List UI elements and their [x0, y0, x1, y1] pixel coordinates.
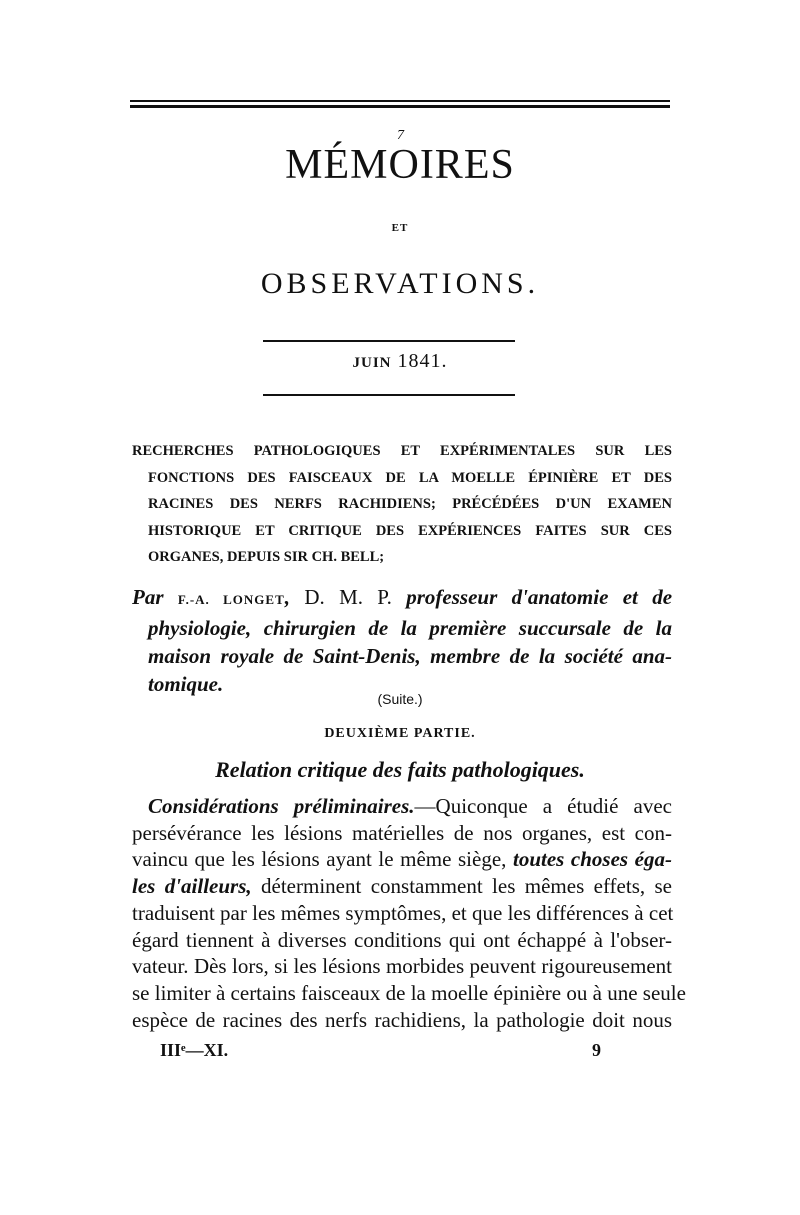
heading-line: HISTORIQUE ET CRITIQUE DES EXPÉRIENCES FAITES SUR CES [148, 522, 672, 539]
top-rule-thick [130, 105, 670, 108]
body-emphasis: toutes choses éga- [513, 847, 672, 872]
title-connector: ET [391, 222, 409, 234]
page-number: 9 [592, 1040, 601, 1060]
body-line-part: vaincu que les lésions ayant le même siège, [132, 847, 507, 872]
page-title: MÉMOIRES [285, 142, 515, 188]
page-subtitle: OBSERVATIONS. [260, 267, 540, 300]
body-line-rest: déterminent constamment les mêmes effets, se [261, 874, 673, 899]
heading-line: FONCTIONS DES FAISCEAUX DE LA MOELLE ÉPINIÈRE ET DES [148, 469, 672, 486]
heading-line: RACINES DES NERFS RACHIDIENS; PRÉCÉDÉES D'UN EXAMEN [148, 496, 672, 512]
byline-title: professeur d'anatomie et de [406, 585, 673, 609]
date-rule-bottom [263, 394, 515, 396]
body-emphasis: les d'ailleurs, [132, 874, 252, 899]
author-degree: D. M. P. [304, 585, 392, 609]
heading-line: RECHERCHES PATHOLOGIQUES ET EXPÉRIMENTALES SUR LES [132, 443, 672, 459]
top-rule-thin [130, 100, 670, 102]
byline-line: physiologie, chirurgien de la première succursale de la [148, 616, 672, 640]
heading-line: ORGANES, DEPUIS SIR CH. BELL; [148, 549, 385, 565]
issue-month: JUIN [352, 355, 392, 371]
body-line: se limiter à certains faisceaux de la moelle épinière ou à une seule [132, 980, 686, 1005]
body-line: persévérance les lésions matérielles de nos organes, est con- [132, 820, 672, 845]
body-lead-in: Considérations préliminaires. [148, 794, 415, 818]
body-line: espèce de racines des nerfs rachidiens, la pathologie doit nous [132, 1007, 672, 1032]
author-name: F.-A. LONGET [177, 592, 285, 607]
author-byline: Par F.-A. LONGET, D. M. P. professeur d'anatomie et de physiologie, chirurgien de la première succursale de la maison royale de Saint-Denis, membre de la société ana- tomique. [132, 585, 673, 696]
continuation-note: (Suite.) [377, 691, 423, 707]
body-text [132, 793, 686, 1033]
body-line-rest: —Quiconque a étudié avec [414, 794, 672, 818]
page-mark: 7 [397, 128, 404, 143]
byline-line: tomique. [148, 672, 224, 696]
issue-date [0, 350, 800, 373]
section-heading: Relation critique des faits pathologiques. [215, 757, 585, 782]
article-heading [132, 438, 672, 571]
part-heading: DEUXIÈME PARTIE. [324, 726, 476, 741]
body-line: traduisent par les mêmes symptômes, et que les différences à cet [132, 900, 674, 925]
byline-prefix: Par [132, 585, 164, 609]
date-rule-top [263, 340, 515, 342]
body-line: vateur. Dès lors, si les lésions morbides peuvent rigoureusement [132, 954, 672, 979]
byline-line: maison royale de Saint-Denis, membre de la société ana- [148, 644, 672, 668]
signature-mark: IIIᵉ—XI. [160, 1040, 229, 1060]
issue-year: 1841. [397, 350, 448, 372]
body-line: égard tiennent à diverses conditions qui ont échappé à l'obser- [132, 927, 672, 952]
